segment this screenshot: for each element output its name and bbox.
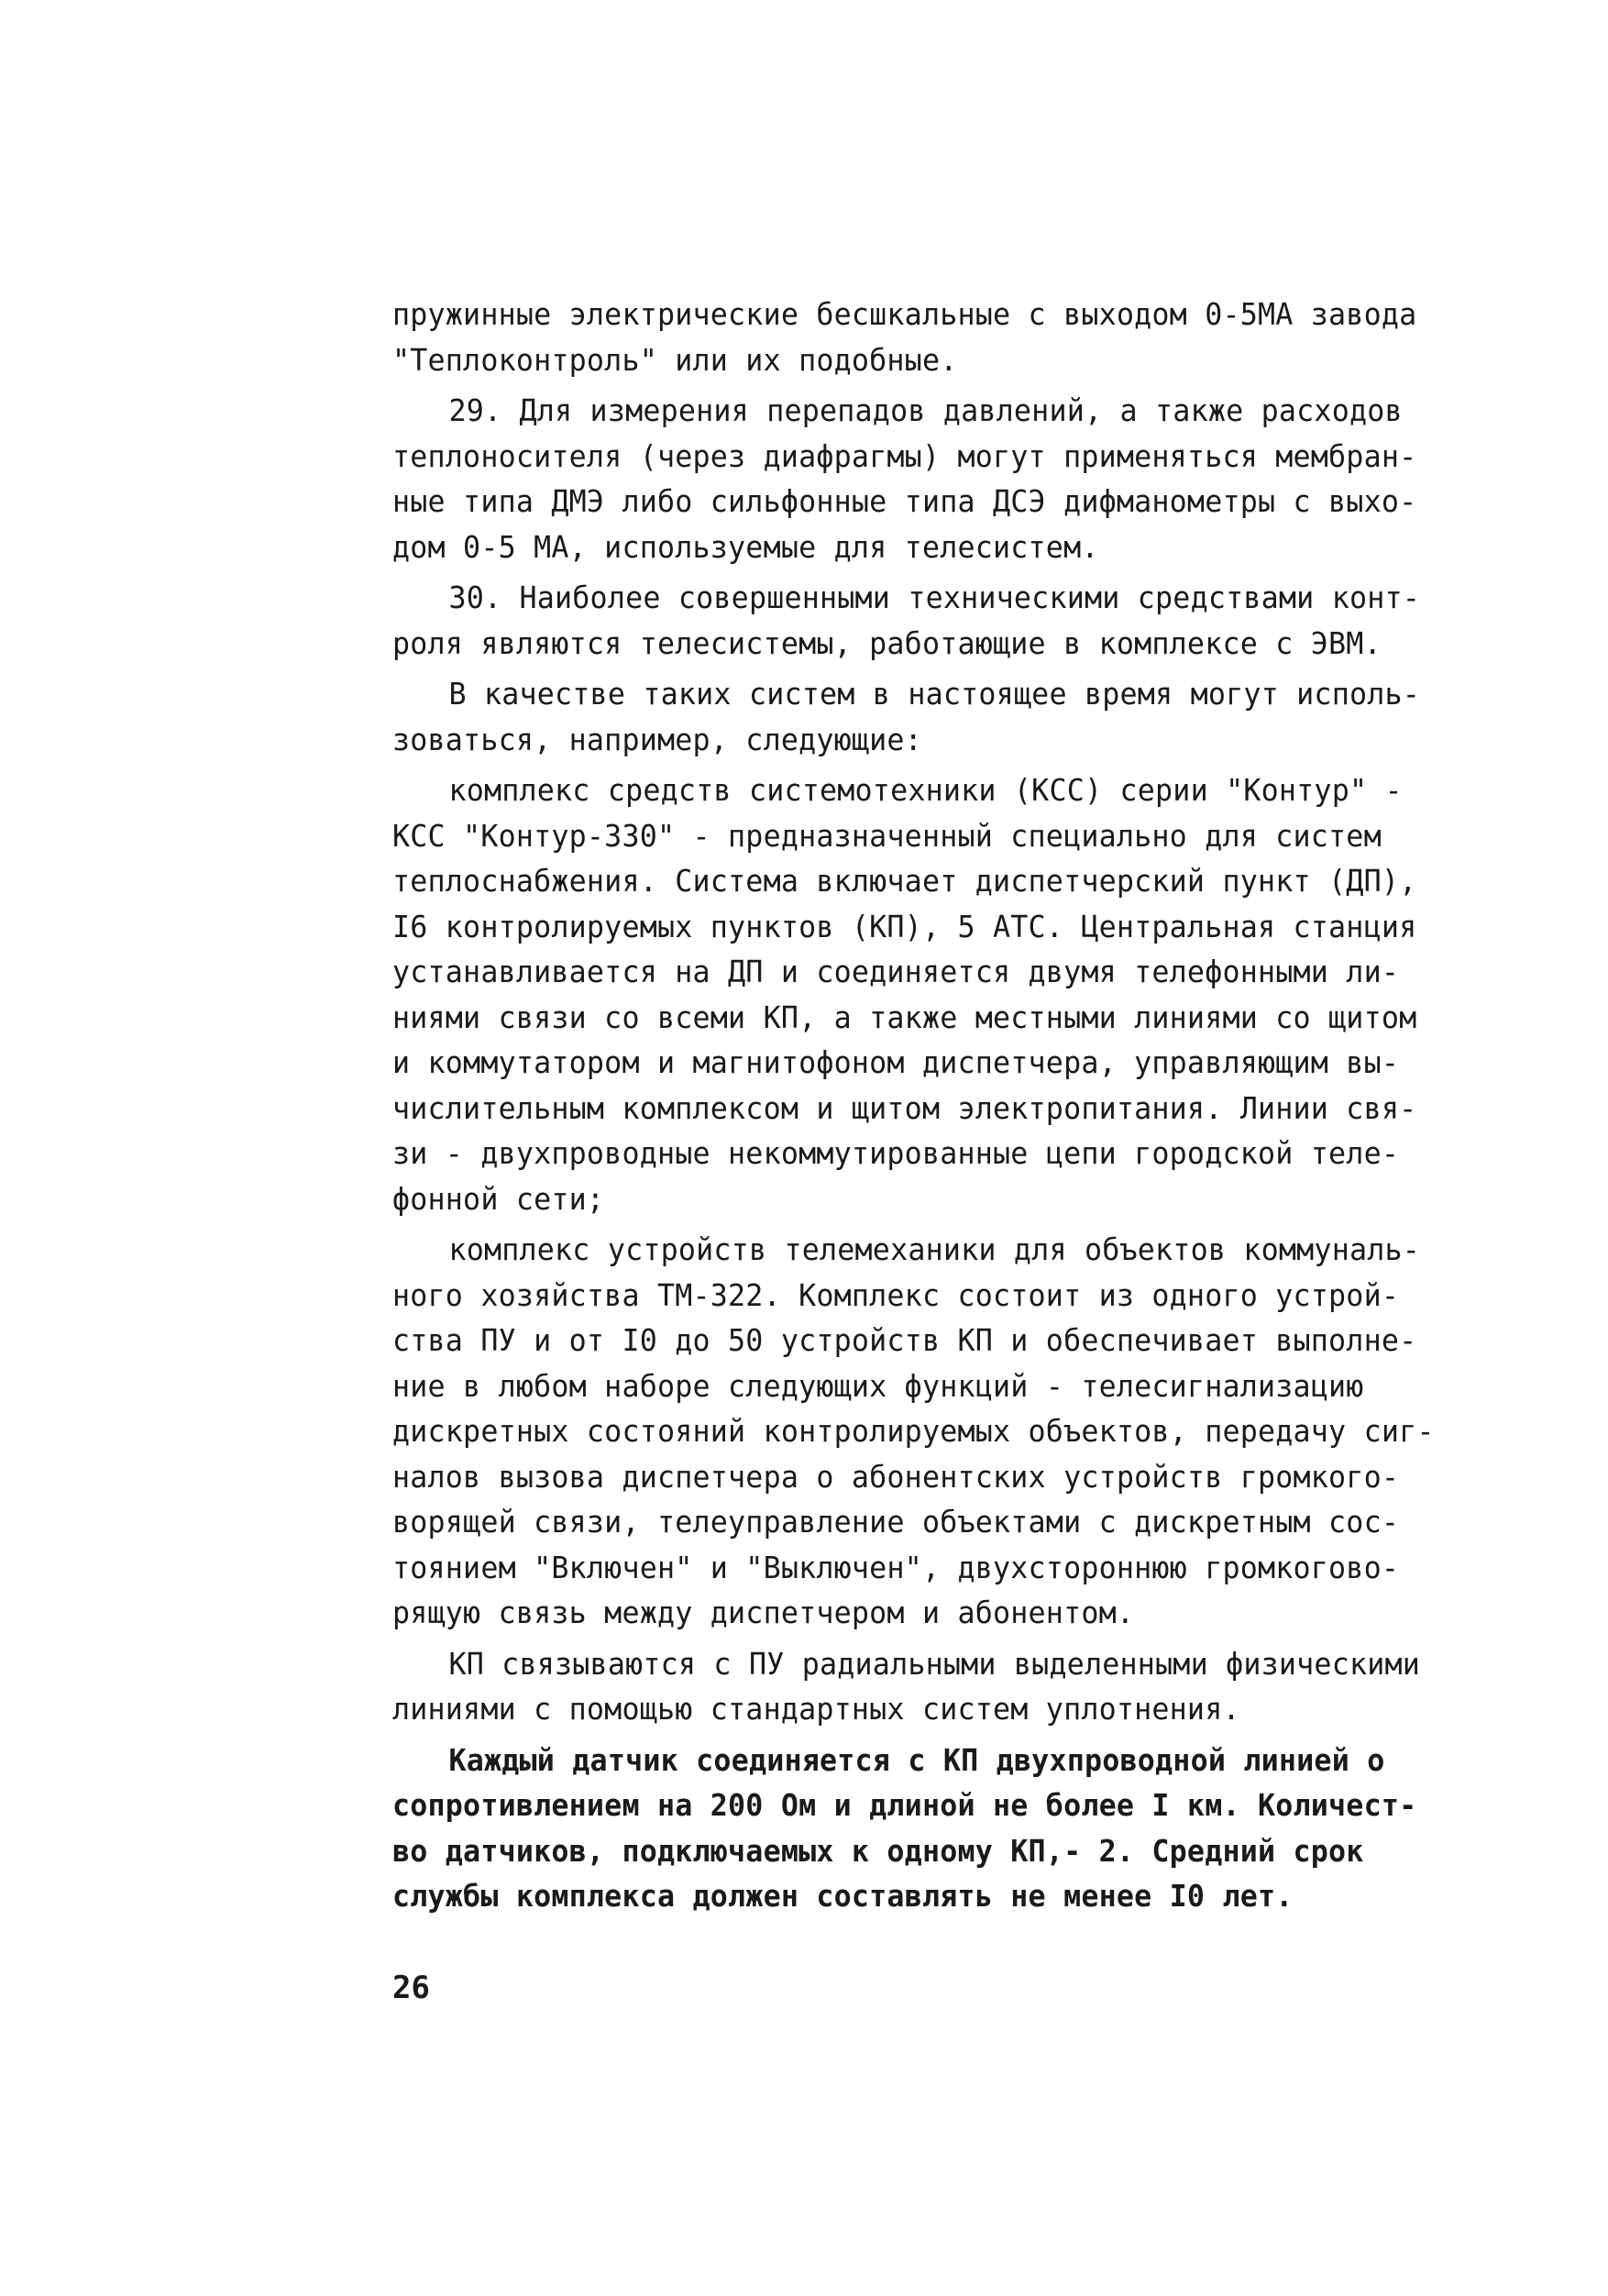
text-line: фонной сети; [392,1180,605,1217]
paragraph-29-start: 29. Для измерения перепадов давлений, а также расходов [448,392,1403,428]
text-line: ства ПУ и от I0 до 50 устройств КП и обеспечивает выполне- [392,1322,1417,1358]
text-line: ного хозяйства ТМ-322. Комплекс состоит из одного устрой- [392,1276,1400,1313]
text-line: теплоснабжения. Система включает диспетчерский пункт (ДП), [392,863,1417,899]
text-line: тоянием "Включен" и "Выключен", двухстороннюю громкогово- [392,1549,1400,1585]
text-line: ние в любом наборе следующих функций - телесигнализацию [392,1367,1364,1404]
text-line: линиями с помощью стандартных систем уплотнения. [392,1691,1240,1727]
text-line: "Теплоконтроль" или их подобные. [392,341,958,378]
text-line: и коммутатором и магнитофоном диспетчера, управляющим вы- [392,1044,1400,1080]
text-line: пружинные электрические бесшкальные с выходом 0-5МА завода [392,296,1417,332]
paragraph-30-start: 30. Наиболее совершенными техническими средствами конт- [448,580,1421,615]
paragraph-start: комплекс устройств телемеханики для объектов коммуналь- [448,1231,1421,1267]
paragraph-start: комплекс средств системотехники (КСС) серии "Контур" - [448,772,1403,808]
body-text [392,292,1492,1919]
text-line: числительным комплексом и щитом электропитания. Линии свя- [392,1089,1417,1126]
page-number: 26 [392,1970,430,2006]
text-line: дискретных состояний контролируемых объектов, передачу сиг- [392,1413,1435,1449]
paragraph-start: КП связываются с ПУ радиальными выделенными физическими [448,1645,1421,1682]
text-line: сопротивлением на 200 Ом и длиной не более I км. Количест- [392,1787,1417,1823]
text-line: рящую связь между диспетчером и абонентом. [392,1595,1135,1630]
text-line: зоваться, например, следующие: [392,721,922,757]
text-line: роля являются телесистемы, работающие в комплексе с ЭВМ. [392,624,1382,661]
text-line: I6 контролируемых пунктов (КП), 5 АТС. Центральная станция [392,908,1417,944]
text-line: КСС "Контур-330" - предназначенный специально для систем [392,817,1382,854]
text-line: зи - двухпроводные некоммутированные цепи городской теле- [392,1135,1400,1171]
text-line: службы комплекса должен составлять не менее I0 лет. [392,1878,1294,1914]
text-line: теплоносителя (через диафрагмы) могут применяться мембран- [392,437,1417,474]
text-line: во датчиков, подключаемых к одному КП,- 2. Средний срок [392,1832,1364,1869]
paragraph-start: В качестве таких систем в настоящее время могут исполь- [448,676,1421,712]
text-line: ворящей связи, телеуправление объектами с дискретным сос- [392,1504,1400,1540]
text-line: устанавливается на ДП и соединяется двумя телефонными ли- [392,954,1400,989]
paragraph-start: Каждый датчик соединяется с КП двухпроводной линией о [448,1741,1385,1778]
text-line: ные типа ДМЭ либо сильфонные типа ДСЭ дифманометры с выхо- [392,483,1417,519]
text-line: дом 0-5 МА, используемые для телесистем. [392,528,1099,565]
text-line: ниями связи со всеми КП, а также местными линиями со щитом [392,999,1417,1035]
text-line: налов вызова диспетчера о абонентских устройств громкого- [392,1458,1400,1495]
